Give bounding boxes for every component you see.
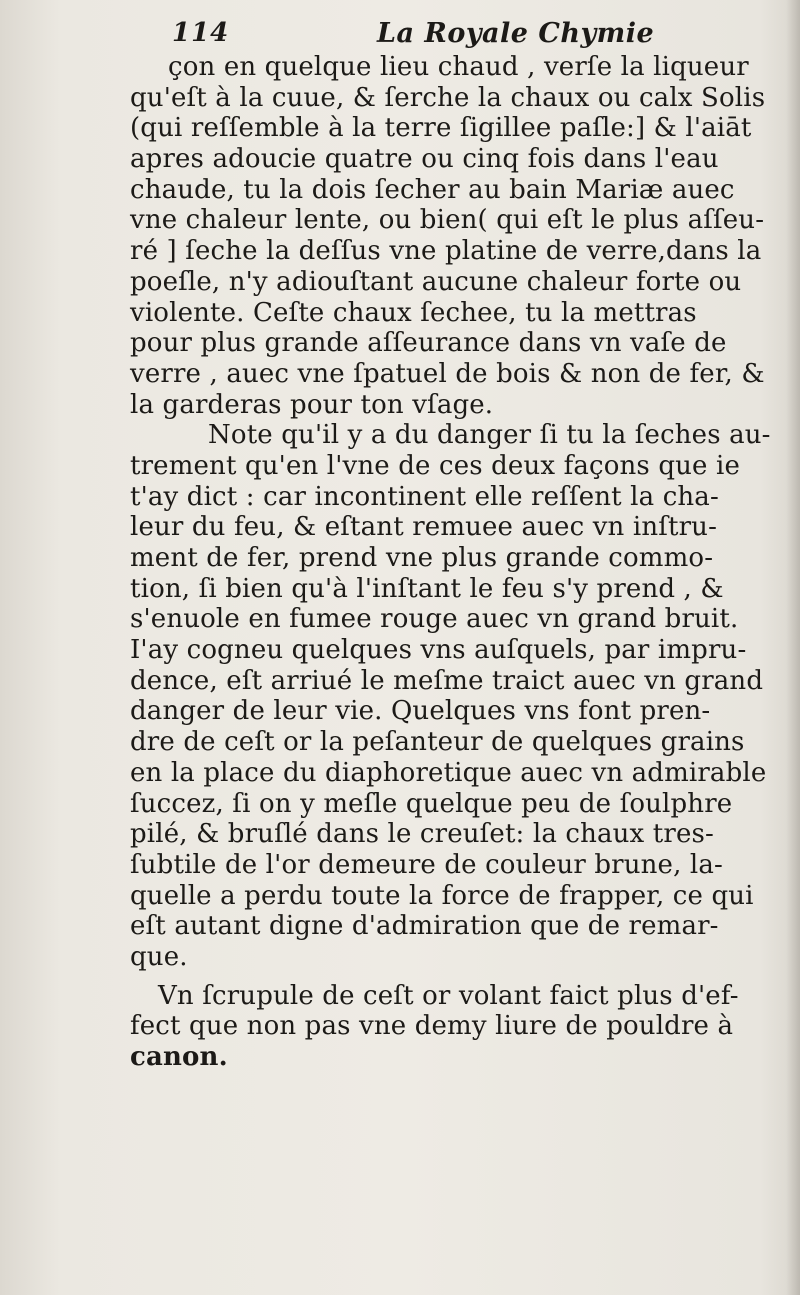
text-line: çon en quelque lieu chaud , verſe la liqueur bbox=[168, 52, 749, 82]
text-line: violente. Ceſte chaux ſechee, tu la mettras bbox=[130, 297, 697, 328]
text-line: ré ] ſeche la deſſus vne platine de verre,dans la bbox=[130, 236, 762, 267]
text-line: que. bbox=[130, 941, 188, 972]
text-line: s'enuole en fumee rouge auec vn grand bruit. bbox=[130, 604, 739, 635]
text-line: quelle a perdu toute la force de frapper, ce qui bbox=[130, 880, 754, 911]
text-line: en la place du diaphoretique auec vn admirable bbox=[130, 757, 767, 788]
page-number: 114 bbox=[172, 18, 230, 48]
text-line: verre , auec vne ſpatuel de bois & non de fer, & bbox=[130, 358, 765, 389]
text-line: tion, ſi bien qu'à l'inſtant le feu s'y prend , & bbox=[130, 573, 724, 604]
text-line: ſubtile de l'or demeure de couleur brune, la- bbox=[130, 849, 723, 880]
paragraph-start-line: Note qu'il y a du danger ſi tu la ſeches au- bbox=[208, 420, 771, 451]
text-line: canon. bbox=[130, 1042, 228, 1072]
text-line: danger de leur vie. Quelques vns font pren- bbox=[130, 696, 711, 727]
text-line: fect que non pas vne demy liure de pouldre à bbox=[130, 1011, 734, 1042]
text-line: leur du feu, & eſtant remuee auec vn inſtru- bbox=[130, 512, 718, 543]
text-line: eſt autant digne d'admiration que de remar- bbox=[130, 911, 719, 942]
paragraph-start-line: Vn ſcrupule de ceſt or volant faict plus d'ef- bbox=[158, 980, 739, 1011]
text-line: pilé, & bruſlé dans le creuſet: la chaux tres- bbox=[130, 819, 714, 850]
text-line: poeſle, n'y adiouſtant aucune chaleur forte ou bbox=[130, 266, 742, 297]
text-line: qu'eſt à la cuue, & ſerche la chaux ou calx Solis bbox=[130, 82, 766, 113]
text-line: apres adoucie quatre ou cinq fois dans l'eau bbox=[130, 144, 719, 175]
text-line: t'ay dict : car incontinent elle reſſent la cha- bbox=[130, 481, 719, 512]
text-line: (qui reſſemble à la terre ſigillee paſle:] & l'aiāt bbox=[130, 113, 752, 144]
text-line: I'ay cogneu quelques vns auſquels, par impru- bbox=[130, 635, 747, 666]
text-line: la garderas pour ton vſage. bbox=[130, 389, 494, 420]
text-line: ment de fer, prend vne plus grande commo- bbox=[130, 543, 714, 573]
text-line: pour plus grande aſſeurance dans vn vaſe de bbox=[130, 328, 727, 359]
text-line: vne chaleur lente, ou bien( qui eſt le plus aſſeu- bbox=[130, 205, 765, 236]
text-line: dence, eſt arriué le meſme traict auec vn grand bbox=[130, 665, 764, 696]
text-line: chaude, tu la dois ſecher au bain Mariæ auec bbox=[130, 174, 735, 205]
running-title: La Royale Chymie bbox=[377, 18, 655, 49]
text-line: ſuccez, ſi on y meſle quelque peu de ſoulphre bbox=[130, 788, 733, 819]
body-text bbox=[130, 52, 790, 1073]
text-line: dre de ceſt or la peſanteur de quelques grains bbox=[130, 727, 745, 758]
text-line: trement qu'en l'vne de ces deux façons que ie bbox=[130, 450, 740, 481]
